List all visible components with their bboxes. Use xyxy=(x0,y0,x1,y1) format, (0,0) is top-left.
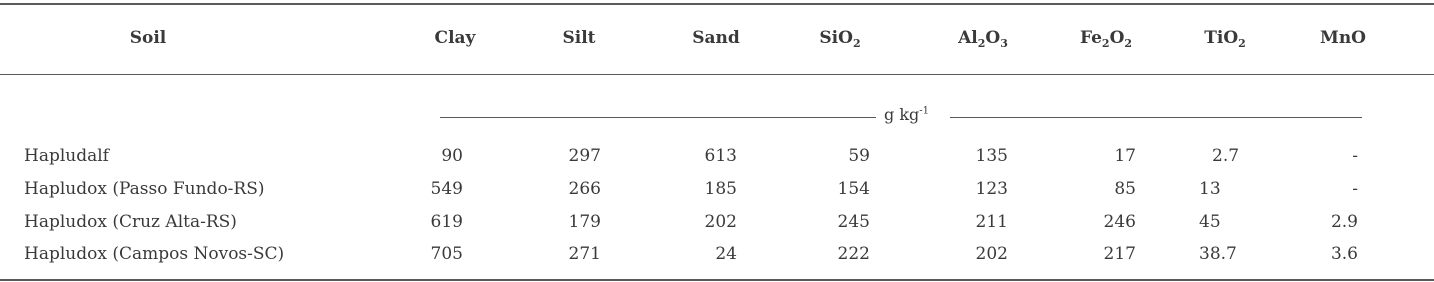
table-top-rule xyxy=(0,3,1434,5)
header-sand: Sand xyxy=(692,28,740,48)
cell-al2o3: 202 xyxy=(975,244,1008,264)
cell-al2o3: 211 xyxy=(975,212,1008,232)
cell-sand: 613 xyxy=(704,146,737,166)
unit-line-right xyxy=(950,117,1362,118)
cell-tio2: 13 xyxy=(1199,179,1221,199)
cell-fe2o2: 217 xyxy=(1103,244,1136,264)
cell-soil: Hapludox (Cruz Alta-RS) xyxy=(24,212,237,232)
header-sio2: SiO$_2$ xyxy=(819,28,861,50)
cell-clay: 705 xyxy=(430,244,463,264)
table-row xyxy=(0,212,1434,236)
cell-mno: 2.9 xyxy=(1330,212,1358,232)
header-clay: Clay xyxy=(434,28,476,48)
cell-silt: 179 xyxy=(568,212,601,232)
cell-fe2o2: 17 xyxy=(1114,146,1136,166)
unit-label: g $kg^{-1}$ xyxy=(884,105,930,124)
header-soil: Soil xyxy=(129,28,167,48)
table-bottom-rule xyxy=(0,279,1434,281)
unit-line-left xyxy=(440,117,876,118)
cell-sio2: 222 xyxy=(837,244,870,264)
cell-sand: 185 xyxy=(704,179,737,199)
cell-al2o3: 123 xyxy=(975,179,1008,199)
cell-al2o3: 135 xyxy=(975,146,1008,166)
cell-clay: 619 xyxy=(430,212,463,232)
table-row xyxy=(0,146,1434,170)
cell-clay: 90 xyxy=(441,146,463,166)
cell-fe2o2: 85 xyxy=(1114,179,1136,199)
header-bottom-rule xyxy=(0,74,1434,75)
cell-fe2o2: 246 xyxy=(1103,212,1136,232)
header-mno: MnO xyxy=(1320,28,1366,48)
cell-soil: Hapludalf xyxy=(24,146,109,166)
cell-silt: 266 xyxy=(568,179,601,199)
cell-mno: 3.6 xyxy=(1330,244,1358,264)
cell-silt: 297 xyxy=(568,146,601,166)
cell-silt: 271 xyxy=(568,244,601,264)
cell-sio2: 245 xyxy=(837,212,870,232)
cell-sio2: 154 xyxy=(837,179,870,199)
cell-sio2: 59 xyxy=(848,146,870,166)
cell-tio2: 2.7 xyxy=(1212,146,1240,166)
cell-soil: Hapludox (Passo Fundo-RS) xyxy=(24,179,265,199)
cell-clay: 549 xyxy=(430,179,463,199)
header-fe2o2: $Fe_2O_2$ xyxy=(1079,28,1133,50)
cell-sand: 202 xyxy=(704,212,737,232)
cell-mno: - xyxy=(1352,179,1358,199)
header-al2o3: $Al_2O_3$ xyxy=(958,28,1008,50)
header-tio2: TiO$_2$ xyxy=(1204,28,1246,50)
cell-tio2: 38.7 xyxy=(1199,244,1237,264)
cell-mno: - xyxy=(1352,146,1358,166)
header-silt: Silt xyxy=(562,28,596,48)
table-row xyxy=(0,179,1434,203)
table-row xyxy=(0,244,1434,268)
cell-tio2: 45 xyxy=(1199,212,1221,232)
cell-sand: 24 xyxy=(715,244,737,264)
cell-soil: Hapludox (Campos Novos-SC) xyxy=(24,244,285,264)
